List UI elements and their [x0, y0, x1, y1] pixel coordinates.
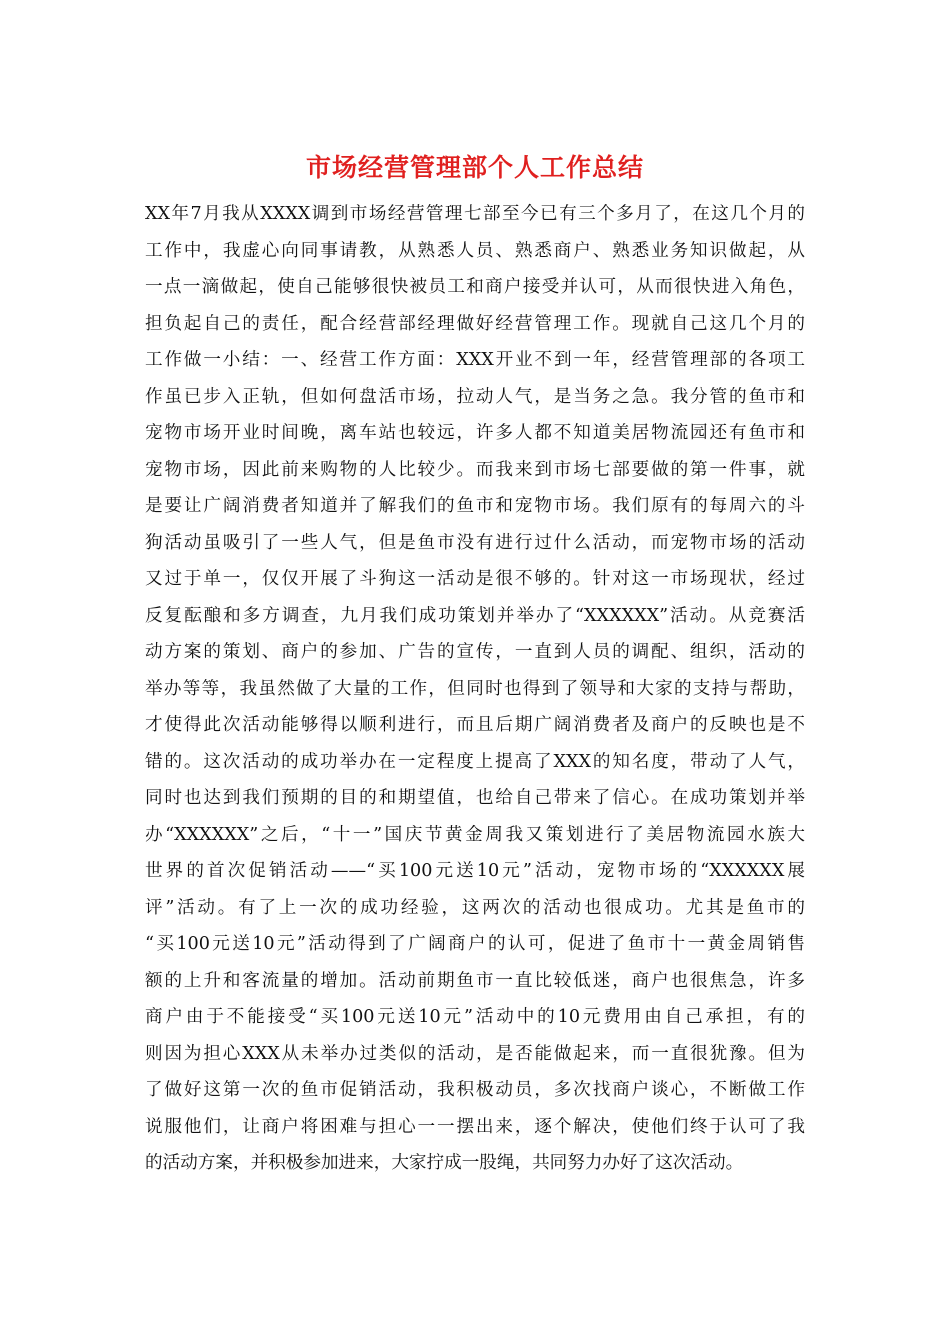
body-line-24: 则因为担心XXX从未举办过类似的活动，是否能做起来，而一直很犹豫。但为: [145, 1043, 805, 1064]
body-line-10: 狗活动虽吸引了一些人气，但是鱼市没有进行过什么活动，而宠物市场的活动: [145, 532, 805, 553]
body-line-12: 反复酝酿和多方调查，九月我们成功策划并举办了“XXXXXX”活动。从竞赛活: [145, 605, 805, 626]
body-line-16: 错的。这次活动的成功举办在一定程度上提高了XXX的知名度，带动了人气，: [145, 751, 805, 772]
body-line-11: 又过于单一，仅仅开展了斗狗这一活动是很不够的。针对这一市场现状，经过: [145, 569, 805, 589]
body-line-4: 担负起自己的责任，配合经营部经理做好经营管理工作。现就自己这几个月的: [145, 313, 805, 334]
body-line-20: 评”活动。有了上一次的成功经验，这两次的活动也很成功。尤其是鱼市的: [145, 897, 805, 918]
body-line-9: 是要让广阔消费者知道并了解我们的鱼市和宠物市场。我们原有的每周六的斗: [145, 496, 805, 516]
body-line-8: 宠物市场，因此前来购物的人比较少。而我来到市场七部要做的第一件事，就: [145, 459, 805, 480]
body-line-17: 同时也达到我们预期的目的和期望值，也给自己带来了信心。在成功策划并举: [145, 788, 805, 808]
body-line-5: 工作做一小结：一、经营工作方面：XXX开业不到一年，经营管理部的各项工: [145, 350, 805, 370]
body-line-21: “买100元送10元”活动得到了广阔商户的认可，促进了鱼市十一黄金周销售: [145, 934, 805, 954]
body-line-25: 了做好这第一次的鱼市促销活动，我积极动员，多次找商户谈心，不断做工作: [145, 1080, 805, 1100]
body-line-1: XX年7月我从XXXX调到市场经营管理七部至今已有三个多月了，在这几个月的: [145, 204, 805, 224]
body-line-2: 工作中，我虚心向同事请教，从熟悉人员、熟悉商户、熟悉业务知识做起，从: [145, 240, 805, 261]
body-line-15: 才使得此次活动能够得以顺利进行，而且后期广阔消费者及商户的反映也是不: [145, 715, 805, 735]
body-line-3: 一点一滴做起，使自己能够很快被员工和商户接受并认可，从而很快进入角色，: [145, 277, 805, 297]
body-line-6: 作虽已步入正轨，但如何盘活市场，拉动人气，是当务之急。我分管的鱼市和: [145, 386, 805, 407]
document-body: [145, 196, 805, 1182]
body-line-22: 额的上升和客流量的增加。活动前期鱼市一直比较低迷，商户也很焦急，许多: [145, 970, 805, 991]
body-line-23: 商户由于不能接受“买100元送10元”活动中的10元费用由自己承担，有的: [145, 1007, 805, 1027]
body-line-19: 世界的首次促销活动——“买100元送10元”活动，宠物市场的“XXXXXX展: [145, 861, 805, 881]
body-line-18: 办“XXXXXX”之后，“十一”国庆节黄金周我又策划进行了美居物流园水族大: [145, 824, 805, 845]
body-line-7: 宠物市场开业时间晚，离车站也较远，许多人都不知道美居物流园还有鱼市和: [145, 423, 805, 443]
body-line-26: 说服他们，让商户将困难与担心一一摆出来，逐个解决，使他们终于认可了我: [145, 1116, 805, 1137]
document-title: 市场经营管理部个人工作总结: [305, 153, 644, 182]
body-line-13: 动方案的策划、商户的参加、广告的宣传，一直到人员的调配、组织，活动的: [145, 642, 805, 662]
body-line-14: 举办等等，我虽然做了大量的工作，但同时也得到了领导和大家的支持与帮助，: [145, 678, 805, 699]
body-line-27: 的活动方案，并积极参加进来，大家拧成一股绳，共同努力办好了这次活动。: [145, 1153, 744, 1173]
